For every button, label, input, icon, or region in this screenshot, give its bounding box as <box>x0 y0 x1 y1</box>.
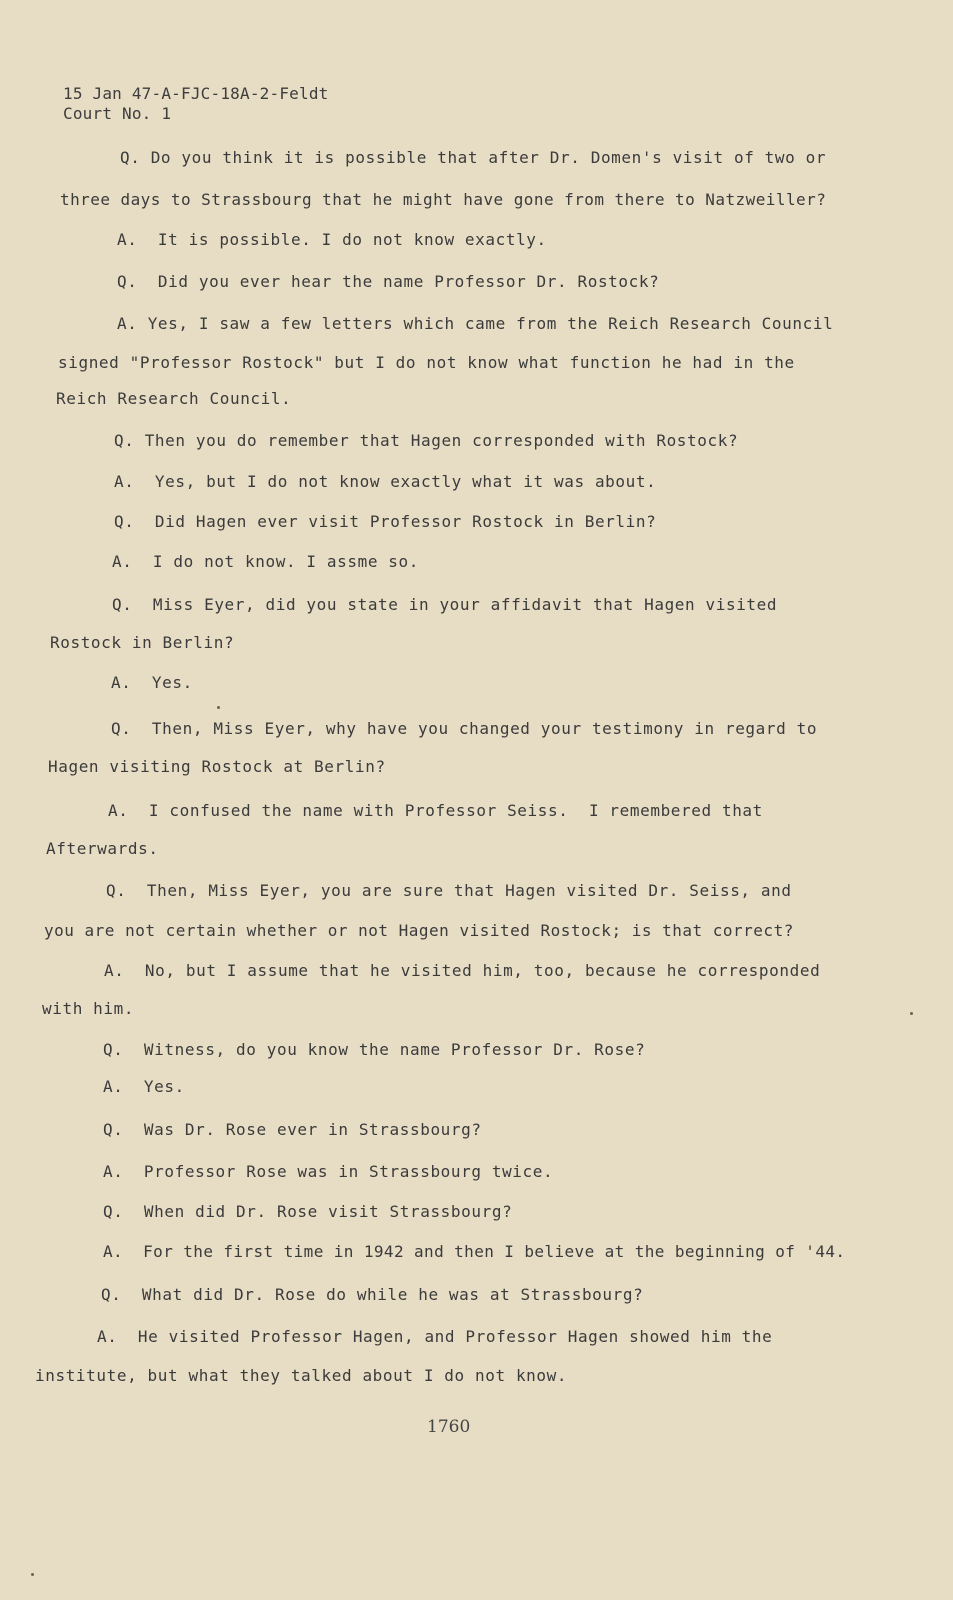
transcript-line: Q. Witness, do you know the name Professor Dr. Rose? <box>103 1040 646 1059</box>
page-number: 1760 <box>427 1417 471 1437</box>
transcript-line: A. I do not know. I assme so. <box>112 552 419 571</box>
transcript-line: A. Yes. <box>111 673 193 692</box>
transcript-line: signed "Professor Rostock" but I do not know what function he had in the <box>58 353 795 372</box>
header-court: Court No. 1 <box>63 104 172 123</box>
transcript-line: A. For the first time in 1942 and then I believe at the beginning of '44. <box>103 1242 846 1261</box>
transcript-line: with him. <box>42 999 135 1018</box>
transcript-line: Q. Then you do remember that Hagen corresponded with Rostock? <box>114 431 739 450</box>
transcript-line: Q. Did you ever hear the name Professor Dr. Rostock? <box>117 272 660 291</box>
transcript-line: Q. What did Dr. Rose do while he was at Strassbourg? <box>101 1285 644 1304</box>
transcript-line: A. He visited Professor Hagen, and Professor Hagen showed him the <box>97 1327 773 1346</box>
transcript-line: A. Yes, I saw a few letters which came from the Reich Research Council <box>117 314 834 333</box>
transcript-line: Q. Then, Miss Eyer, why have you changed your testimony in regard to <box>111 719 818 738</box>
transcript-line: three days to Strassbourg that he might have gone from there to Natzweiller? <box>60 190 827 209</box>
transcript-line: Q. Miss Eyer, did you state in your affidavit that Hagen visited <box>112 595 778 614</box>
transcript-line: you are not certain whether or not Hagen visited Rostock; is that correct? <box>44 921 794 940</box>
transcript-line: Hagen visiting Rostock at Berlin? <box>48 757 386 776</box>
paper-speck <box>910 1012 913 1015</box>
transcript-line: A. It is possible. I do not know exactly. <box>117 230 547 249</box>
paper-speck <box>31 1573 34 1576</box>
transcript-line: Reich Research Council. <box>56 389 292 408</box>
transcript-line: Q. When did Dr. Rose visit Strassbourg? <box>103 1202 513 1221</box>
transcript-line: Q. Did Hagen ever visit Professor Rostock in Berlin? <box>114 512 657 531</box>
transcript-line: A. Professor Rose was in Strassbourg twice. <box>103 1162 554 1181</box>
transcript-line: Q. Do you think it is possible that after Dr. Domen's visit of two or <box>120 148 827 167</box>
transcript-line: A. No, but I assume that he visited him, too, because he corresponded <box>104 961 821 980</box>
transcript-line: Afterwards. <box>46 839 159 858</box>
transcript-line: A. Yes, but I do not know exactly what it was about. <box>114 472 657 491</box>
paper-speck <box>217 706 220 709</box>
transcript-line: institute, but what they talked about I do not know. <box>35 1366 568 1385</box>
header-reference: 15 Jan 47-A-FJC-18A-2-Feldt <box>63 84 329 103</box>
transcript-line: Rostock in Berlin? <box>50 633 235 652</box>
transcript-line: Q. Was Dr. Rose ever in Strassbourg? <box>103 1120 482 1139</box>
document-header <box>63 84 329 124</box>
transcript-line: A. I confused the name with Professor Seiss. I remembered that <box>108 801 763 820</box>
transcript-line: A. Yes. <box>103 1077 185 1096</box>
transcript-line: Q. Then, Miss Eyer, you are sure that Hagen visited Dr. Seiss, and <box>106 881 792 900</box>
